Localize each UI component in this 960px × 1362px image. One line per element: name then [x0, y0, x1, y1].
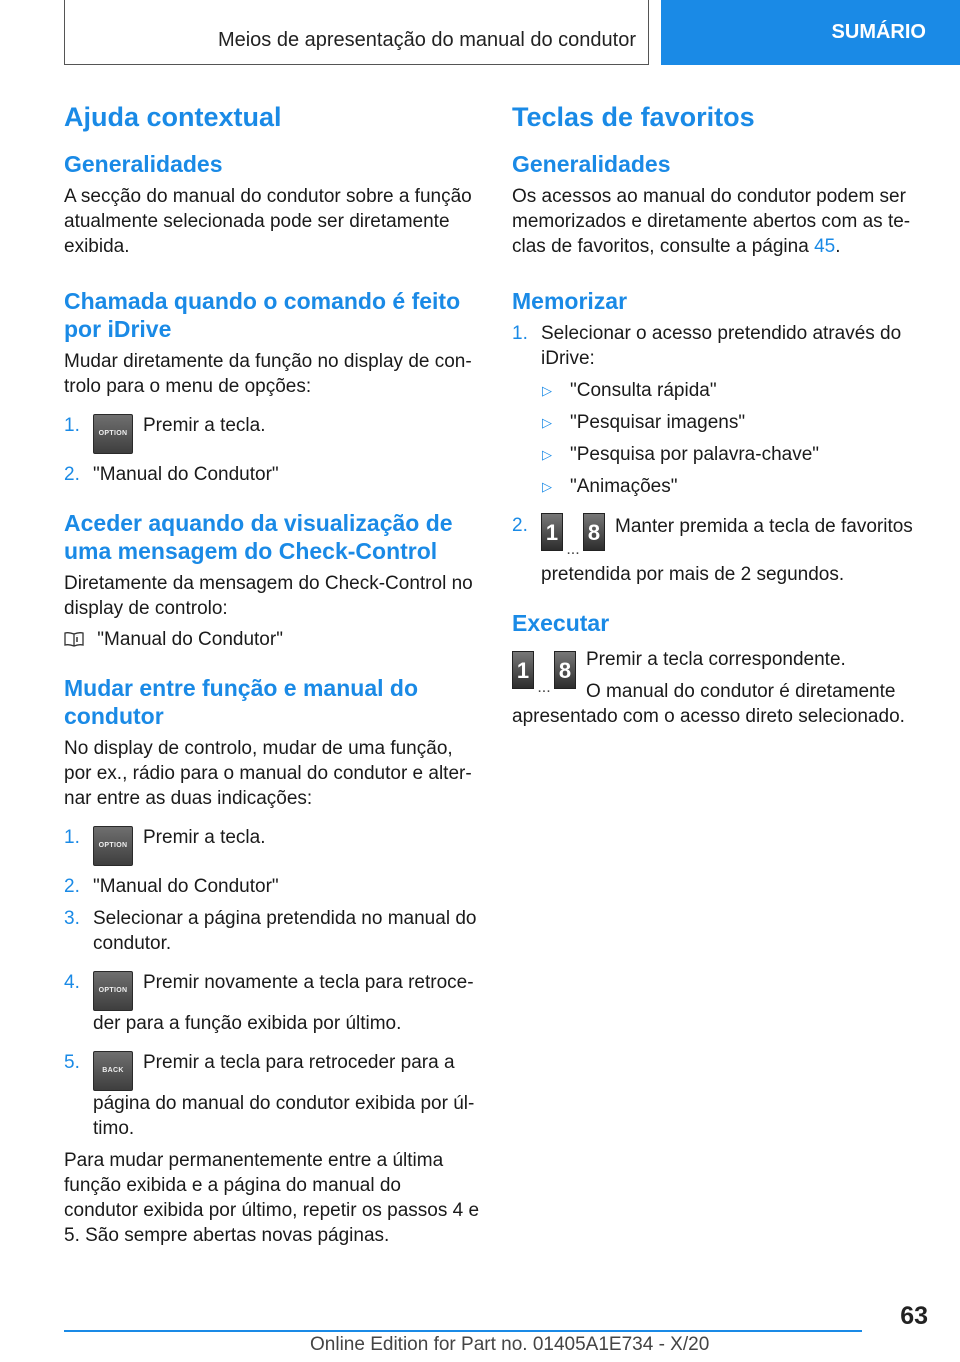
favorite-key-1-icon: 1 [512, 651, 534, 689]
bullet-item: ▷ "Consulta rápida" [542, 380, 717, 401]
list-item: 4. OPTION Premir novamente a tecla para retroceder para a função exibida por último. [64, 972, 474, 1034]
heading-general-right: Generalidades [512, 151, 671, 177]
bullet-item: ▷ "Animações" [542, 476, 678, 497]
bullet-triangle-icon: ▷ [542, 383, 552, 398]
footer-edition: Online Edition for Part no. 01405A1E734 - X/20 [310, 1334, 710, 1355]
section-title-favorite-keys: Teclas de favoritos [512, 102, 755, 132]
heading-memorize: Memorizar [512, 288, 628, 314]
heading-general-left: Generalidades [64, 151, 223, 177]
list-item: 5. BACK Premir a tecla para retroceder para a página do manual do condutor exibida por último. [64, 1052, 475, 1139]
heading-check-control: Aceder aquando da visualização de uma mensagem do Check-Control [64, 510, 453, 564]
option-button-icon: OPTION [93, 826, 133, 866]
footer-divider [64, 1330, 862, 1332]
option-button-icon: OPTION [93, 971, 133, 1011]
left-column [64, 100, 480, 1248]
option-button-icon: OPTION [93, 414, 133, 454]
manual-book-icon [64, 631, 84, 647]
page-reference-link[interactable]: 45 [814, 236, 836, 257]
list-item: 1. OPTION Premir a tecla. [64, 413, 480, 454]
back-button-icon: BACK [93, 1051, 133, 1091]
heading-switch-function: Mudar entre função e manual do condutor [64, 675, 418, 729]
paragraph-press-key: Premir a tecla correspondente. [586, 649, 846, 670]
page-number: 63 [900, 1302, 928, 1330]
list-item: 3. Selecionar a página pretendida no manual do condutor. [64, 908, 477, 954]
section-title-contextual-help: Ajuda contextual [64, 102, 282, 132]
list-item: 1. OPTION Premir a tecla. [64, 825, 480, 866]
favorite-keys-icon: 1...8 [541, 513, 605, 562]
favorite-key-8-icon: 8 [554, 651, 576, 689]
paragraph-permanent-switch: Para mudar permanentemente entre a última função exibida e a página do manual do condutor exibida por último, repetir os passos 4 e 5. São sempre abertas novas páginas. [64, 1150, 480, 1246]
header-frame [64, 0, 649, 65]
favorite-keys-icon: 1...8 [512, 651, 576, 697]
right-column [512, 100, 922, 729]
paragraph-switch-function: No display de controlo, mudar de uma função, por ex., rádio para o manual do condutor e alternar entre as duas indicações: [64, 738, 472, 809]
paragraph-general-right: Os acessos ao manual do condutor podem ser memorizados e diretamente abertos com as teclas de favoritos, consulte a página 45. [512, 186, 911, 257]
paragraph-manual-shown: O manual do condutor é diretamente apresentado com o acesso direto selecionado. [512, 681, 905, 727]
bullet-item: ▷ "Pesquisar imagens" [542, 412, 746, 433]
favorite-key-1-icon: 1 [541, 513, 563, 551]
favorite-key-8-icon: 8 [583, 513, 605, 551]
header-title: Meios de apresentação do manual do condutor [217, 29, 636, 51]
summary-button[interactable]: SUMÁRIO [661, 0, 960, 65]
bullet-triangle-icon: ▷ [542, 447, 552, 462]
paragraph-check-control: Diretamente da mensagem do Check-Control no display de controlo: [64, 573, 473, 619]
manual-menu-path: "Manual do Condutor" [64, 627, 480, 652]
list-item: 2. 1...8 Manter premida a tecla de favoritos pretendida por mais de 2 segundos. [512, 515, 913, 585]
list-item: 1. Selecionar o acesso pretendido através do iDrive: [512, 323, 902, 369]
list-item: 2. "Manual do Condutor" [64, 876, 279, 897]
heading-idrive-call: Chamada quando o comando é feito por iDrive [64, 288, 461, 342]
execute-block [512, 647, 922, 729]
paragraph-general-left: A secção do manual do condutor sobre a função atualmente selecionada pode ser diretamente exibida. [64, 186, 472, 257]
heading-execute: Executar [512, 610, 610, 636]
bullet-item: ▷ "Pesquisa por palavra-chave" [542, 444, 820, 465]
list-item: 2. "Manual do Condutor" [64, 464, 279, 485]
bullet-triangle-icon: ▷ [542, 415, 552, 430]
paragraph-idrive-call: Mudar diretamente da função no display de controlo para o menu de opções: [64, 351, 472, 397]
bullet-triangle-icon: ▷ [542, 479, 552, 494]
